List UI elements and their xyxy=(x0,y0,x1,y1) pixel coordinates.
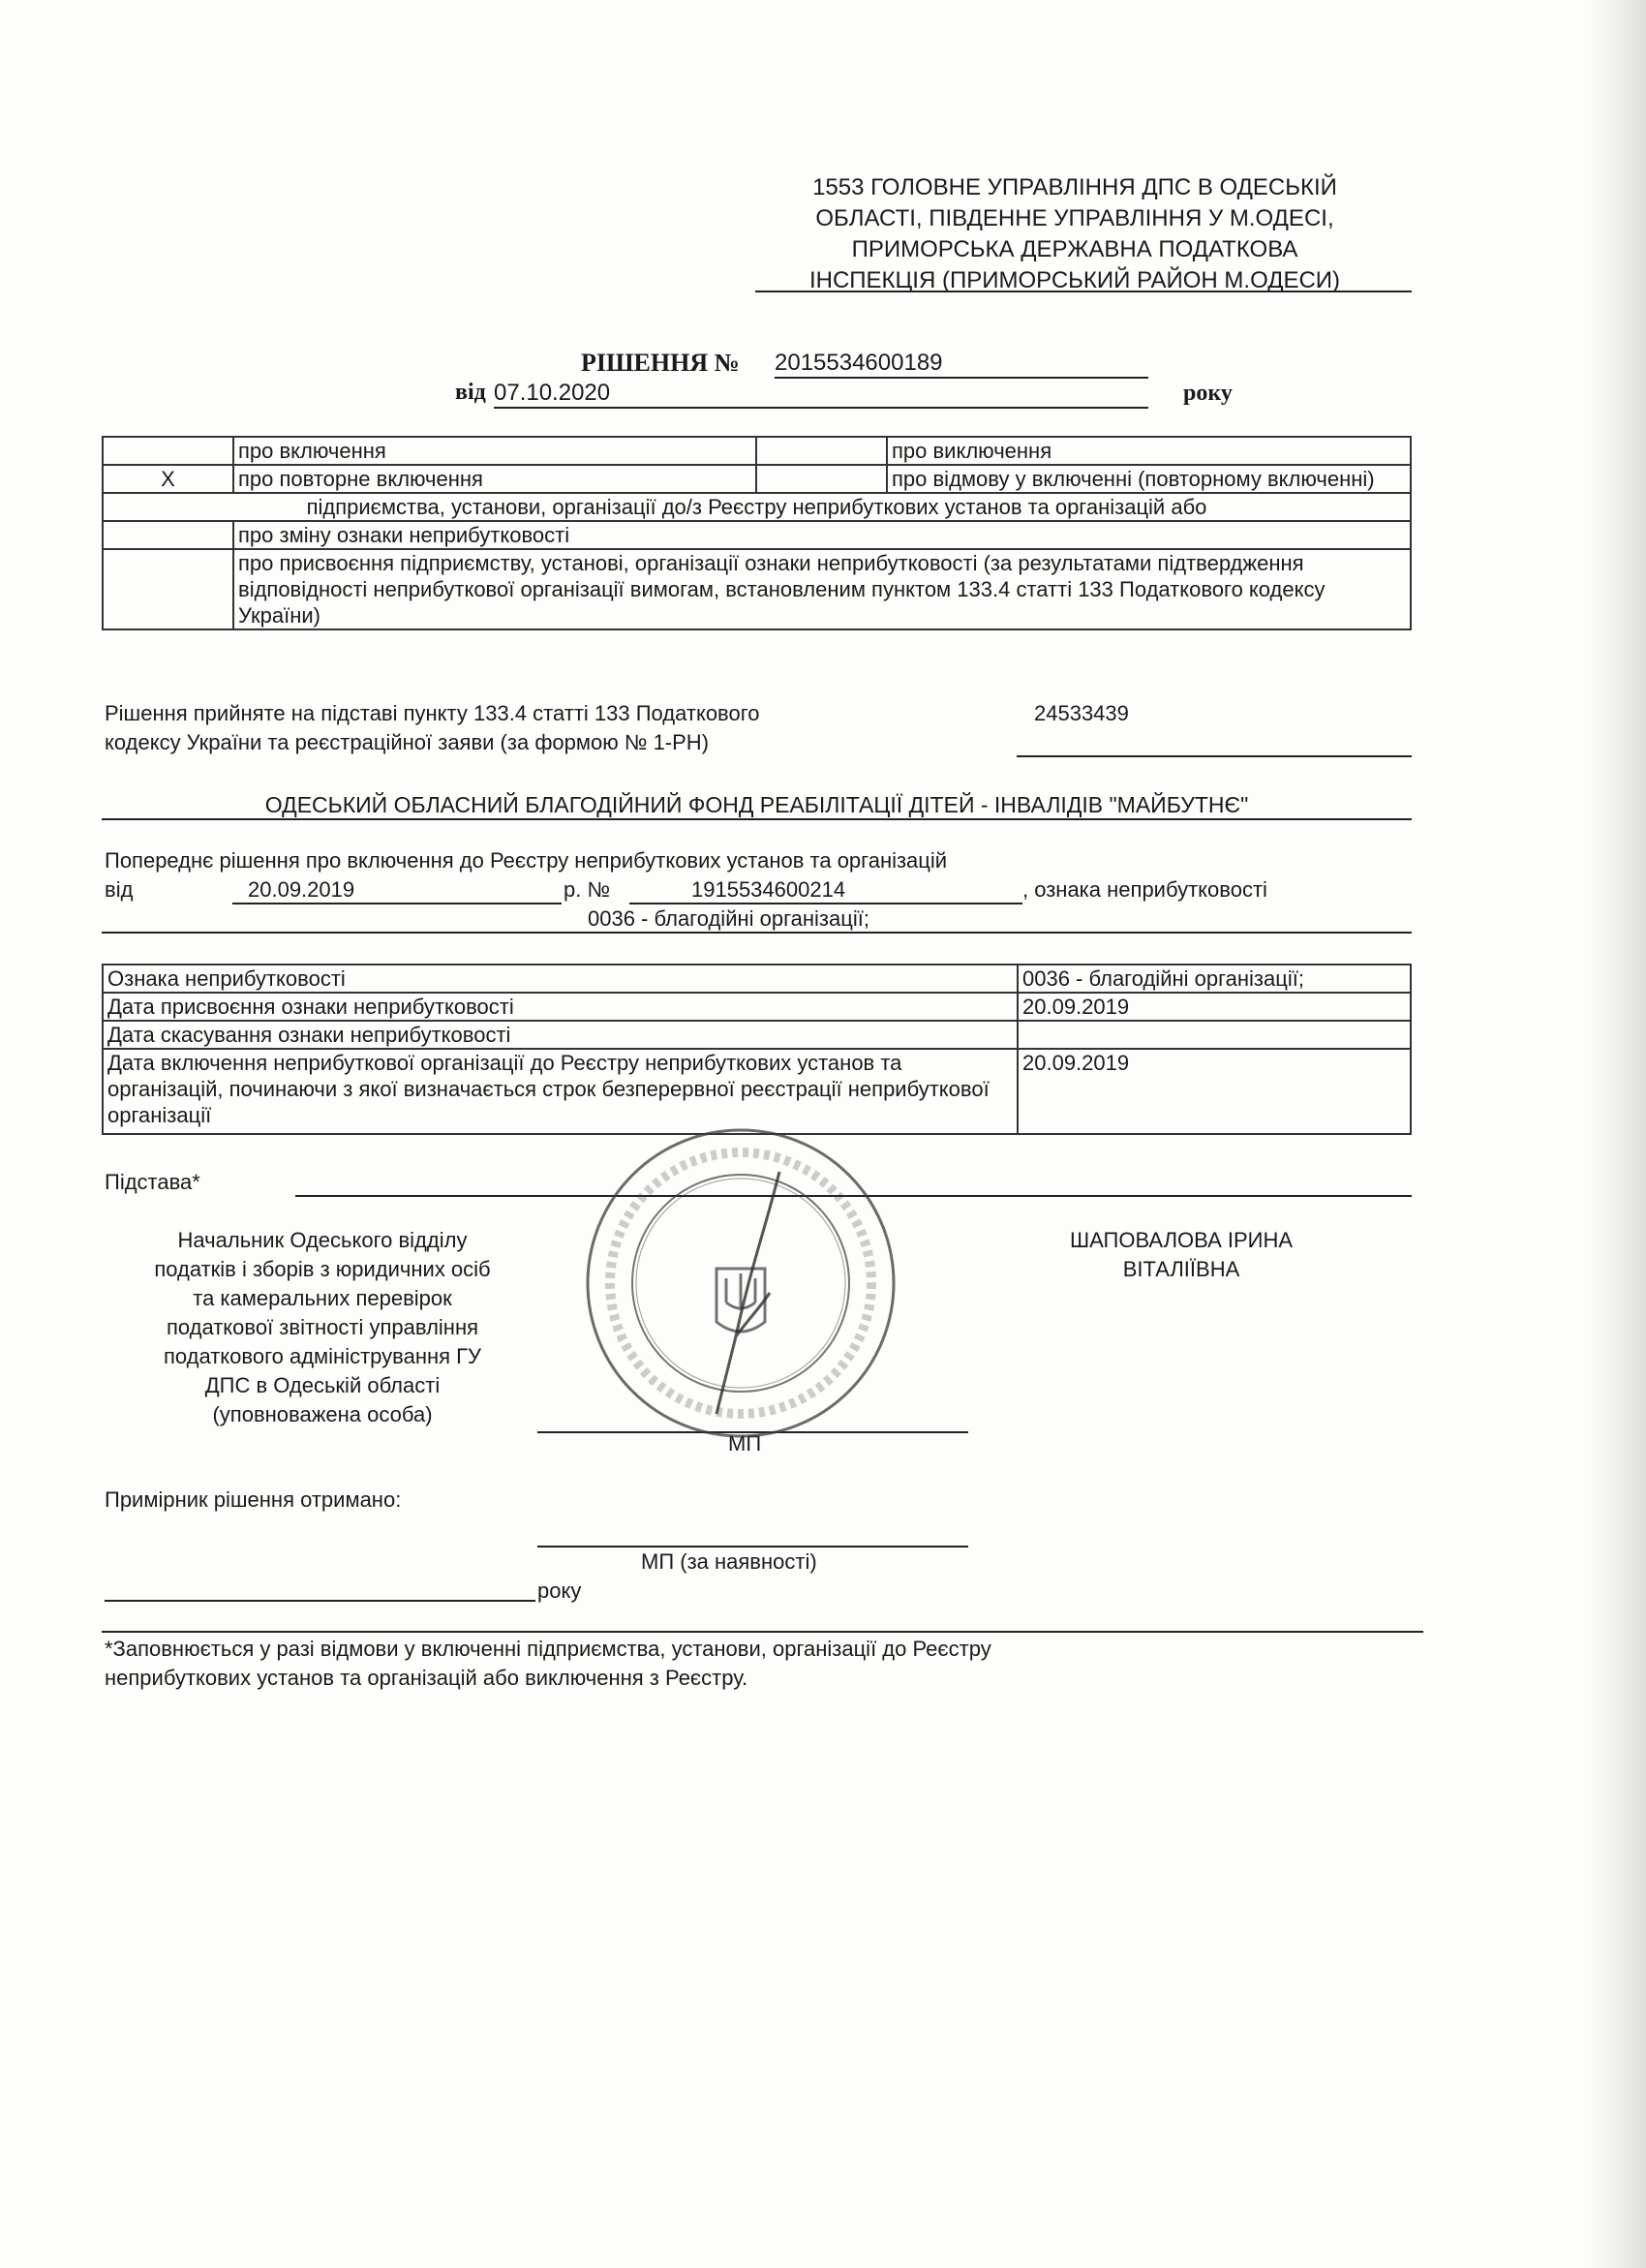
option-include: про включення xyxy=(233,437,756,465)
trident-emblem-icon xyxy=(716,1269,765,1332)
receipt-year-suffix: року xyxy=(537,1578,582,1603)
position-line: ДПС в Одеській області xyxy=(204,1373,441,1397)
basis-code-underline xyxy=(1017,755,1412,757)
official-position xyxy=(95,1226,550,1429)
option-mark-x: X xyxy=(103,465,233,493)
basis-text-line2: кодексу України та реєстраційної заяви (за формою № 1-РН) xyxy=(105,730,710,754)
detail-value xyxy=(1018,1021,1411,1049)
receipt-seal-optional: МП (за наявності) xyxy=(641,1549,817,1574)
option-re-include: про повторне включення xyxy=(233,465,756,493)
position-line: податкового адміністрування ГУ xyxy=(163,1344,482,1368)
position-line: Начальник Одеського відділу xyxy=(177,1228,468,1252)
official-name-line: ВІТАЛІЇВНА xyxy=(1122,1257,1240,1281)
decision-date-prefix: від xyxy=(455,380,486,405)
option-mark-cell xyxy=(103,521,233,549)
option-refuse: про відмову у включенні (повторному включенні) xyxy=(887,465,1411,493)
grounds-label: Підстава* xyxy=(105,1170,200,1194)
decision-year-suffix: року xyxy=(1183,381,1233,406)
receipt-label: Примірник рішення отримано: xyxy=(105,1487,402,1512)
position-line: податкової звітності управління xyxy=(166,1315,479,1339)
previous-from: від xyxy=(105,877,134,902)
decision-options-table xyxy=(102,436,1412,630)
option-mark-cell xyxy=(756,465,887,493)
seal-mark-label: МП xyxy=(728,1431,762,1456)
option-assign-sign: про присвоєння підприємству, установі, організації ознаки неприбутковості (за результатами підтвердження відповідності неприбуткової організації вимогам, встановленим пунктом 133.4 статті 133 Податкового кодексу України) xyxy=(233,549,1411,629)
scan-page-edge xyxy=(1588,0,1646,2268)
detail-label: Дата скасування ознаки неприбутковості xyxy=(103,1021,1018,1049)
header-line: ОБЛАСТІ, ПІВДЕННЕ УПРАВЛІННЯ У М.ОДЕСІ, xyxy=(815,205,1334,231)
previous-sign-row xyxy=(102,906,1412,934)
official-seal-stamp xyxy=(581,1123,900,1443)
header-line: 1553 ГОЛОВНЕ УПРАВЛІННЯ ДПС В ОДЕСЬКІЙ xyxy=(812,174,1337,200)
footnote-separator xyxy=(102,1631,1423,1633)
option-mark-cell xyxy=(756,437,887,465)
basis-code: 24533439 xyxy=(1034,701,1129,725)
option-subject: підприємства, установи, організації до/з Реєстру неприбуткових установ та організацій або xyxy=(103,493,1411,521)
position-line: та камеральних перевірок xyxy=(193,1286,452,1310)
official-name-line: ШАПОВАЛОВА ІРИНА xyxy=(1069,1228,1294,1252)
detail-value: 20.09.2019 xyxy=(1018,1049,1411,1134)
previous-sign-value: 0036 - благодійні організації; xyxy=(588,906,869,931)
authority-header xyxy=(736,172,1414,296)
organization-name: ОДЕСЬКИЙ ОБЛАСНИЙ БЛАГОДІЙНИЙ ФОНД РЕАБІЛІТАЦІЇ ДІТЕЙ - ІНВАЛІДІВ "МАЙБУТНЄ" xyxy=(102,792,1412,820)
header-underline xyxy=(755,291,1412,292)
footnote-line1: *Заповнюється у разі відмови у включенні підприємства, установи, організації до Реєстру xyxy=(105,1637,991,1661)
decision-date: 07.10.2020 xyxy=(494,380,1148,409)
official-name xyxy=(1026,1226,1336,1284)
footnote-line2: неприбуткових установ та організацій або виключення з Реєстру. xyxy=(105,1666,748,1690)
previous-number-value: 1915534600214 xyxy=(691,877,846,902)
previous-r-no: р. № xyxy=(564,877,611,902)
details-table xyxy=(102,964,1412,1135)
previous-date-value: 20.09.2019 xyxy=(248,877,355,902)
option-change-sign: про зміну ознаки неприбутковості xyxy=(233,521,1411,549)
header-line: ІНСПЕКЦІЯ (ПРИМОРСЬКИЙ РАЙОН М.ОДЕСИ) xyxy=(808,267,1341,293)
detail-label: Ознака неприбутковості xyxy=(103,965,1018,993)
position-line: (уповноважена особа) xyxy=(212,1402,433,1426)
position-line: податків і зборів з юридичних осіб xyxy=(154,1257,491,1281)
decision-title: РІШЕННЯ № xyxy=(581,349,740,377)
previous-number xyxy=(629,877,1022,904)
receipt-signature-line xyxy=(537,1546,968,1548)
basis-text-line1: Рішення прийняте на підставі пункту 133.4 статті 133 Податкового xyxy=(105,701,760,725)
option-mark-cell xyxy=(103,549,233,629)
detail-value: 20.09.2019 xyxy=(1018,993,1411,1021)
detail-value: 0036 - благодійні організації; xyxy=(1018,965,1411,993)
previous-label: Попереднє рішення про включення до Реєстру неприбуткових установ та організацій xyxy=(105,848,948,873)
receipt-date-line xyxy=(105,1600,535,1602)
previous-date xyxy=(232,877,562,904)
detail-label: Дата присвоєння ознаки неприбутковості xyxy=(103,993,1018,1021)
decision-number: 2015534600189 xyxy=(775,350,1148,379)
option-mark-cell xyxy=(103,437,233,465)
option-exclude: про виключення xyxy=(887,437,1411,465)
header-line: ПРИМОРСЬКА ДЕРЖАВНА ПОДАТКОВА xyxy=(851,236,1298,262)
previous-sign-label: , ознака неприбутковості xyxy=(1022,877,1267,902)
detail-label: Дата включення неприбуткової організації до Реєстру неприбуткових установ та організацій, починаючи з якої визначається строк безперервної реєстрації неприбуткової організації xyxy=(103,1049,1018,1134)
